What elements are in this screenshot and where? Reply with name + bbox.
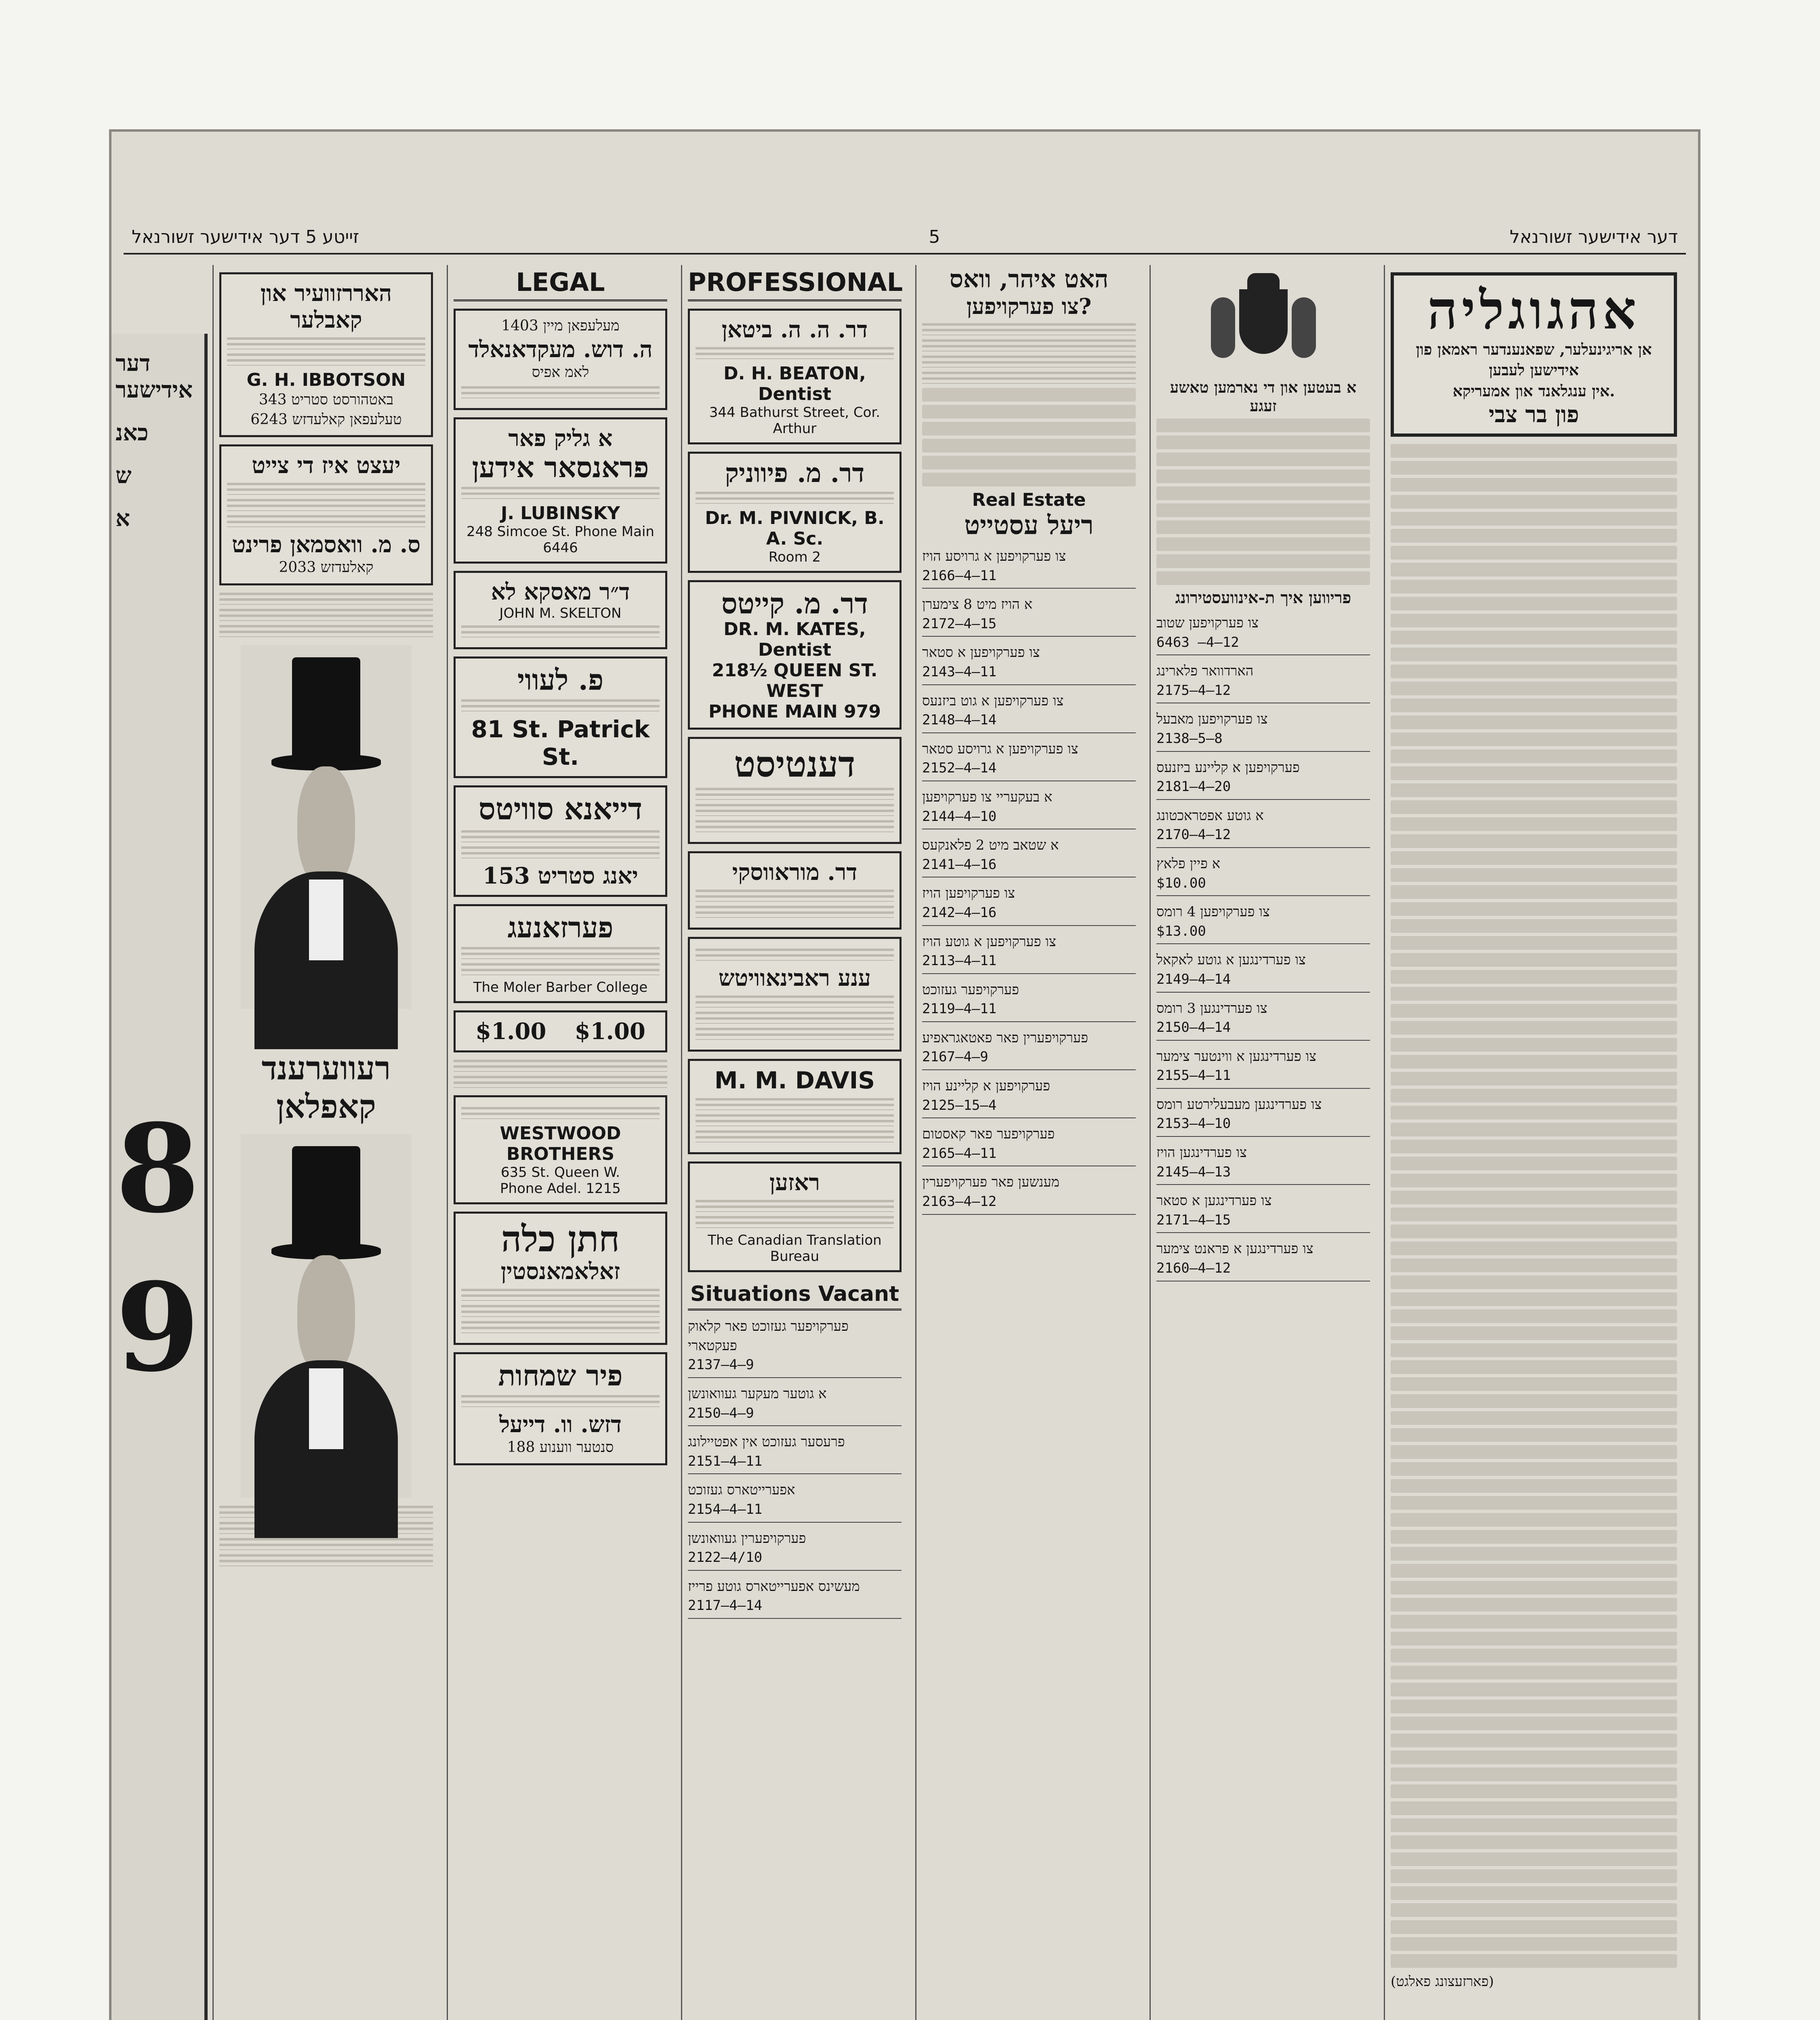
ad-name: דר. ה. ה. ביטאן xyxy=(721,316,868,343)
ad-name: דייאנא סוויטס xyxy=(478,792,643,827)
price-ad xyxy=(454,1010,667,1052)
classified-item xyxy=(1156,951,1370,992)
classified-id: 2125—15—4 xyxy=(922,1096,1136,1119)
ad-address: 343 באטהורסט סטריט xyxy=(258,391,394,408)
ad-address: 344 Bathurst Street, Cor. Arthur xyxy=(709,404,881,437)
classified-id: 2150—4—9 xyxy=(688,1404,902,1427)
ad-company: The Canadian Translation Bureau xyxy=(708,1232,882,1265)
coat-of-arms-icon xyxy=(1211,273,1316,370)
ad-name: דר. מוראווסקי xyxy=(732,859,857,886)
adjacent-page-edge xyxy=(111,334,208,2020)
classified-id: 2151—4—11 xyxy=(688,1452,902,1475)
edge-text: ש xyxy=(116,462,132,489)
classified-id: 2166—4—11 xyxy=(922,566,1136,589)
ad-address: 635 St. Queen W. xyxy=(500,1164,620,1180)
classified-id: 2165—4—11 xyxy=(922,1144,1136,1167)
ad-phone: Phone Adel. 1215 xyxy=(500,1180,621,1197)
classified-item xyxy=(922,547,1136,589)
classified-text: צו פערקויפען א גוט ביזנעס xyxy=(922,692,1064,709)
edge-text: 8 xyxy=(116,1097,200,1240)
classified-text: צו פערדינגען הויז xyxy=(1156,1145,1247,1161)
classified-text: פערקויפערין געוואונשן xyxy=(688,1530,806,1547)
ad-title: ראזען xyxy=(769,1169,820,1196)
classified-text: מעשינס אפערייטארס גוטע פרייז xyxy=(688,1578,860,1595)
classified-id: 2143—4—11 xyxy=(922,663,1136,685)
classified-id: 2141—4—16 xyxy=(922,855,1136,878)
classified-text: פערקויפער געזוכט xyxy=(922,981,1019,998)
professional-heading: PROFESSIONAL xyxy=(688,265,902,301)
classified-text: אפערייטארס געזוכט xyxy=(688,1482,795,1498)
continued-note: (פארזעצונג פאלגט) xyxy=(1391,1973,1494,1990)
novel-title: אהגוגליה xyxy=(1427,279,1640,341)
diana-ad xyxy=(454,785,667,896)
classified-item xyxy=(1156,1239,1370,1281)
classified-item xyxy=(922,836,1136,877)
ibbotson-ad xyxy=(219,272,433,437)
ad-title: א גליק פאר xyxy=(508,425,613,452)
section-title: האט איהר, וואס xyxy=(949,265,1109,293)
column-5-for-rent xyxy=(1150,265,1376,2020)
situations-vacant-heading: Situations Vacant xyxy=(688,1279,902,1311)
ad-name: דר. מ. קייטס xyxy=(721,587,868,621)
classified-id: 2160—4—12 xyxy=(1156,1259,1370,1281)
column-1 xyxy=(212,265,439,2020)
classified-id: 2113—4—11 xyxy=(922,951,1136,974)
classified-id: $10.00 xyxy=(1156,874,1370,896)
ad-desc: לאמ אפיס xyxy=(532,364,589,381)
rabinovich-ad xyxy=(688,937,902,1052)
ad-phone: קאלעדזש 2033 xyxy=(279,559,374,576)
classified-item xyxy=(922,692,1136,733)
ad-phone: מעלעפאן מיין 1403 xyxy=(501,318,620,334)
classified-id: 2142—4—16 xyxy=(922,903,1136,926)
newspaper-page xyxy=(109,129,1700,2020)
ad-address: 81 St. Patrick St. xyxy=(471,715,650,771)
classified-item xyxy=(688,1385,902,1426)
classified-item xyxy=(688,1577,902,1619)
ad-phone: טעלעפאן קאלעדזש 6243 xyxy=(250,411,402,428)
masthead-left: זייטע 5 דער אידישער זשורנאל xyxy=(132,226,359,247)
ad-name: M. M. DAVIS xyxy=(714,1067,875,1094)
classified-item xyxy=(922,1077,1136,1118)
classified-text: צו פערדינגען מעבעלירטע רומס xyxy=(1156,1096,1322,1113)
classified-text: א גוטער מעקער געוואונשן xyxy=(688,1385,827,1402)
classified-id: 2163—4—12 xyxy=(922,1192,1136,1215)
novel-subtitle-2: אין ענגלאנד און אמעריקא. xyxy=(1452,381,1615,400)
macdonald-ad xyxy=(454,309,667,410)
classified-item xyxy=(922,1125,1136,1166)
classified-item xyxy=(1156,999,1370,1041)
ad-name: JOHN M. SKELTON xyxy=(499,605,622,622)
legal-heading: LEGAL xyxy=(454,265,667,301)
ad-address: 188 סנטער ווענוע xyxy=(507,1439,614,1456)
ad-company: J. LUBINSKY xyxy=(501,503,620,524)
section-subtitle: צו פערקויפען? xyxy=(966,293,1092,319)
masthead-page-number: 5 xyxy=(929,226,940,247)
column-6-novel xyxy=(1384,265,1683,2020)
classified-item xyxy=(1156,614,1370,655)
classified-item xyxy=(688,1433,902,1474)
ad-name-en: Dr. M. PIVNICK, B. A. Sc. xyxy=(705,508,885,549)
classified-item xyxy=(1156,1143,1370,1185)
classified-item xyxy=(1156,1095,1370,1137)
classified-id: 2119—4—11 xyxy=(922,999,1136,1022)
classified-id: 2117—4—14 xyxy=(688,1596,902,1619)
translation-ad xyxy=(688,1162,902,1272)
classified-text: א פיין פלאץ xyxy=(1156,855,1221,872)
glick-ad xyxy=(454,417,667,564)
classified-item xyxy=(922,595,1136,637)
classified-item xyxy=(922,981,1136,1022)
classified-item xyxy=(1156,903,1370,944)
classified-id: 2138—5—8 xyxy=(1156,729,1370,752)
classified-item xyxy=(922,788,1136,829)
edge-text: כאנ xyxy=(116,419,149,446)
edge-text: א xyxy=(116,505,130,532)
masthead-right: דער אידישער זשורנאל xyxy=(1509,226,1678,247)
classified-id: 2155—4—11 xyxy=(1156,1066,1370,1089)
ad-name: ס. מ. וואסמאן פרינט xyxy=(231,531,421,558)
novel-header-box xyxy=(1391,272,1677,437)
classified-text: פערקויפען א קליינע הויז xyxy=(922,1078,1050,1094)
classified-item xyxy=(1156,854,1370,896)
classified-id: 2144—4—10 xyxy=(922,807,1136,830)
classified-text: א הויז מיט 8 צימערן xyxy=(922,596,1033,613)
classified-id: 6463 —4—12 xyxy=(1156,633,1370,656)
classified-text: פרעסער געזוכט אין אפטיילונג xyxy=(688,1434,845,1450)
classified-text: פערקויפער געזוכט פאר קלאוק פעקטארי xyxy=(688,1318,849,1354)
classified-text: א שטאב מיט 2 פלאנקעס xyxy=(922,837,1059,854)
classified-item xyxy=(922,884,1136,926)
ad-title: ד״ר מאסקא לא xyxy=(491,579,630,606)
column-4-for-sale xyxy=(915,265,1141,2020)
classified-id: 2149—4—14 xyxy=(1156,970,1370,993)
classified-text: צו פערקויפען א גוטע הויז xyxy=(922,933,1056,950)
classified-item xyxy=(688,1529,902,1571)
classified-item xyxy=(1156,806,1370,848)
ad-title: האררזוועיר און xyxy=(260,280,392,307)
classified-text: צו פערקויפען א סטאר xyxy=(922,644,1040,661)
classified-id: 2181—4—20 xyxy=(1156,777,1370,800)
real-estate-yi: ריעל עסטייט xyxy=(964,510,1094,541)
ad-phone: PHONE MAIN 979 xyxy=(708,701,881,722)
classified-text: צו פערקויפען 4 רומס xyxy=(1156,904,1270,920)
ad-name: דזש. וו. דייעל xyxy=(499,1411,622,1438)
classified-item xyxy=(1156,758,1370,800)
ad-name-en: DR. M. KATES, Dentist xyxy=(723,619,866,661)
davis-ad xyxy=(688,1059,902,1154)
real-estate-en: Real Estate xyxy=(972,490,1086,510)
classified-item xyxy=(1156,1191,1370,1233)
price-right: $1.00 xyxy=(574,1018,645,1045)
classified-id: 2154—4—11 xyxy=(688,1500,902,1523)
classified-id: 2171—4—15 xyxy=(1156,1211,1370,1233)
classified-text: צו פערדינגען א סטאר xyxy=(1156,1193,1272,1209)
classified-text: צו פערקויפען א גרויסע סטאר xyxy=(922,741,1078,757)
ad-address: 153 יאנג סטריט xyxy=(483,862,638,889)
classified-id: 2122—4/10 xyxy=(688,1548,902,1571)
classified-item xyxy=(922,740,1136,781)
classified-item xyxy=(688,1317,902,1378)
classified-item xyxy=(1156,662,1370,703)
section-subtitle: פריווען איך ת-אינוועסטירונג xyxy=(1175,588,1351,607)
classified-text: א גוטע אפטראכטונג xyxy=(1156,807,1264,824)
ad-subtitle: קאבלער xyxy=(290,307,362,333)
classified-text: צו פערדינגען א גוטע לאקאל xyxy=(1156,952,1306,968)
classified-text: צו פערדינגען א ווינטער צימער xyxy=(1156,1048,1317,1065)
classified-id: 2150—4—14 xyxy=(1156,1018,1370,1041)
column-2-legal xyxy=(447,265,673,2020)
ad-name: דר. מ. פיווניק xyxy=(725,458,865,488)
classified-item xyxy=(922,1029,1136,1070)
simcha-ad xyxy=(454,1352,667,1465)
ad-name: ענע ראבינאוויטש xyxy=(718,965,871,992)
ad-address: 248 Simcoe St. Phone Main 6446 xyxy=(467,524,654,556)
classified-item xyxy=(1156,710,1370,751)
edge-text: דער אידישער xyxy=(116,350,193,403)
classified-text: צו פערדינגען 3 רומס xyxy=(1156,1000,1267,1016)
ad-title: יעצט איז די צייט xyxy=(252,452,401,479)
section-title: א בעטען און די נארמען טאשע זעגע xyxy=(1170,378,1357,415)
classified-text: פערקויפען א קליינע ביזנעס xyxy=(1156,759,1300,776)
ad-name: פראנסאר אידען xyxy=(472,450,649,484)
kates-ad xyxy=(688,580,902,730)
dentist-ad xyxy=(688,737,902,844)
novel-byline: פון בר צבי xyxy=(1488,401,1579,428)
barber-ad xyxy=(454,904,667,1003)
classified-id: 2167—4—9 xyxy=(922,1048,1136,1070)
classified-item xyxy=(922,932,1136,974)
ad-name: זאלאמאנסטין xyxy=(500,1258,620,1285)
classified-item xyxy=(922,1173,1136,1214)
classified-id: 2145—4—13 xyxy=(1156,1163,1370,1185)
classified-id: $13.00 xyxy=(1156,922,1370,945)
classified-id: 2152—4—14 xyxy=(922,759,1136,781)
beaton-ad xyxy=(688,309,902,444)
ad-title: דענטיסט xyxy=(734,743,855,785)
classified-text: צו פערקויפען א גרויסע הויז xyxy=(922,548,1066,564)
westwood-ad xyxy=(454,1095,667,1204)
classified-id: 2137—4—9 xyxy=(688,1355,902,1378)
classified-item xyxy=(1156,1047,1370,1089)
classified-id: 2175—4—12 xyxy=(1156,681,1370,704)
pivnick-ad xyxy=(688,452,902,573)
masthead xyxy=(124,221,1686,255)
classified-id: 2148—4—14 xyxy=(922,711,1136,733)
classified-text: צו פערקויפען מאבעל xyxy=(1156,711,1268,728)
ad-name: ה. דוש. מעקדאנאלד xyxy=(468,336,653,363)
classified-text: צו פערדינגען א פראנט צימער xyxy=(1156,1241,1314,1257)
ad-address: 218½ QUEEN ST. WEST xyxy=(712,660,878,702)
classified-item xyxy=(688,1481,902,1522)
classified-text: א בעקעריי צו פערקויפען xyxy=(922,789,1053,805)
classified-text: פערקויפער פאר קאסטום xyxy=(922,1126,1055,1143)
classified-id: 2153—4—10 xyxy=(1156,1114,1370,1137)
cantor-portrait xyxy=(241,645,412,1009)
classified-text: מענשען פאר פערקויפערין xyxy=(922,1174,1059,1191)
kaplan-name: רעווערענד קאפלאן xyxy=(261,1049,391,1126)
ad-title: פערזאנעג xyxy=(507,910,614,944)
ad-title: חתן כלה xyxy=(501,1217,620,1260)
novel-subtitle: אן אריגינעלער, שפאנענדער ראמאן פון אידישען לעבען xyxy=(1416,340,1652,379)
classified-text: צו פערקויפען הויז xyxy=(922,885,1015,902)
classified-text: צו פערקויפען שטוב xyxy=(1156,615,1259,631)
vasman-ad xyxy=(219,444,433,585)
ad-name-en: D. H. BEATON, Dentist xyxy=(723,363,866,404)
kaplan-portrait xyxy=(241,1134,412,1498)
classified-item xyxy=(922,643,1136,685)
wedding-ad xyxy=(454,1212,667,1345)
classified-text: הארדוואר פלארינג xyxy=(1156,663,1254,680)
ad-room: Room 2 xyxy=(768,549,821,566)
skelton-ad xyxy=(454,571,667,649)
classified-id: 2170—4—12 xyxy=(1156,825,1370,848)
levy-ad xyxy=(454,656,667,778)
ad-name: WESTWOOD BROTHERS xyxy=(500,1123,621,1164)
ad-name: The Moler Barber College xyxy=(473,979,648,995)
price-left: $1.00 xyxy=(475,1018,546,1045)
morovsky-ad xyxy=(688,851,902,930)
edge-text: 9 xyxy=(116,1256,200,1399)
ad-name: G. H. IBBOTSON xyxy=(246,370,406,390)
classified-text: פערקויפערין פאר פאטאגראפיע xyxy=(922,1029,1088,1046)
ad-name: פ. לעווי xyxy=(517,663,604,697)
column-3-professional xyxy=(681,265,907,2020)
ad-title: פיר שמחות xyxy=(498,1359,623,1393)
classified-id: 2172—4—15 xyxy=(922,614,1136,637)
